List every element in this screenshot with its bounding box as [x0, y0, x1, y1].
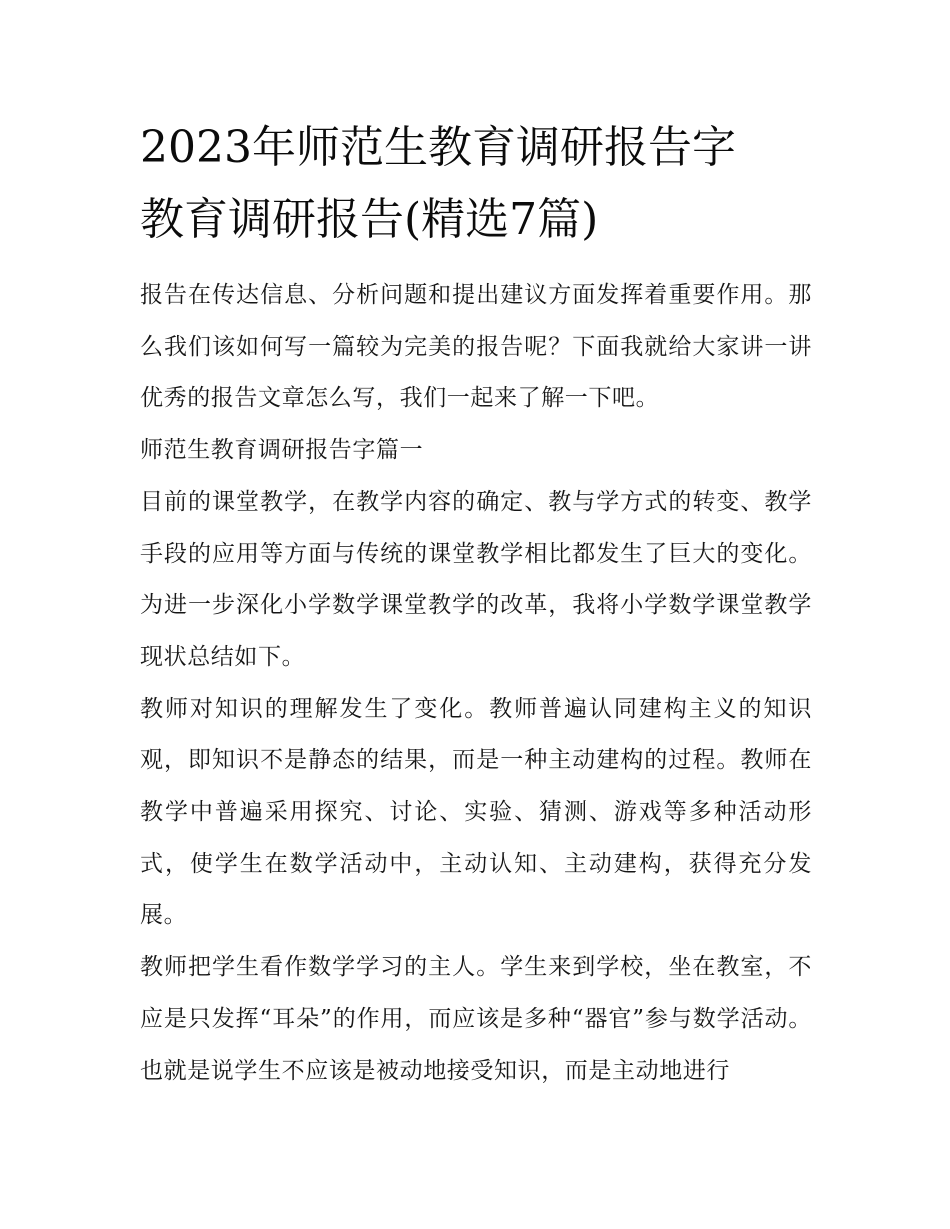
title-line-1: 2023年师范生教育调研报告字 [140, 122, 736, 173]
document-body [140, 270, 812, 1097]
document-content [140, 112, 812, 1097]
body-paragraph-1: 目前的课堂教学，在教学内容的确定、教与学方式的转变、教学手段的应用等方面与传统的课堂教学相比都发生了巨大的变化。为进一步深化小学数学课堂教学的改革，我将小学数学课堂教学现状总结如下。 [140, 488, 812, 670]
body-paragraph-3: 教师把学生看作数学学习的主人。学生来到学校，坐在教室，不应是只发挥“耳朵”的作用，而应该是多种“器官”参与数学活动。也就是说学生不应该是被动地接受知识，而是主动地进行 [140, 954, 812, 1084]
intro-paragraph: 报告在传达信息、分析问题和提出建议方面发挥着重要作用。那么我们该如何写一篇较为完美的报告呢？下面我就给大家讲一讲优秀的报告文章怎么写，我们一起来了解一下吧。 [140, 282, 812, 412]
section-heading: 师范生教育调研报告字篇一 [140, 437, 424, 464]
body-paragraph-2: 教师对知识的理解发生了变化。教师普遍认同建构主义的知识观，即知识不是静态的结果，而是一种主动建构的过程。教师在教学中普遍采用探究、讨论、实验、猜测、游戏等多种活动形式，使学生在数学活动中，主动认知、主动建构，获得充分发展。 [140, 695, 812, 929]
document-title [140, 112, 812, 256]
title-line-2: 教育调研报告(精选7篇) [140, 194, 599, 245]
